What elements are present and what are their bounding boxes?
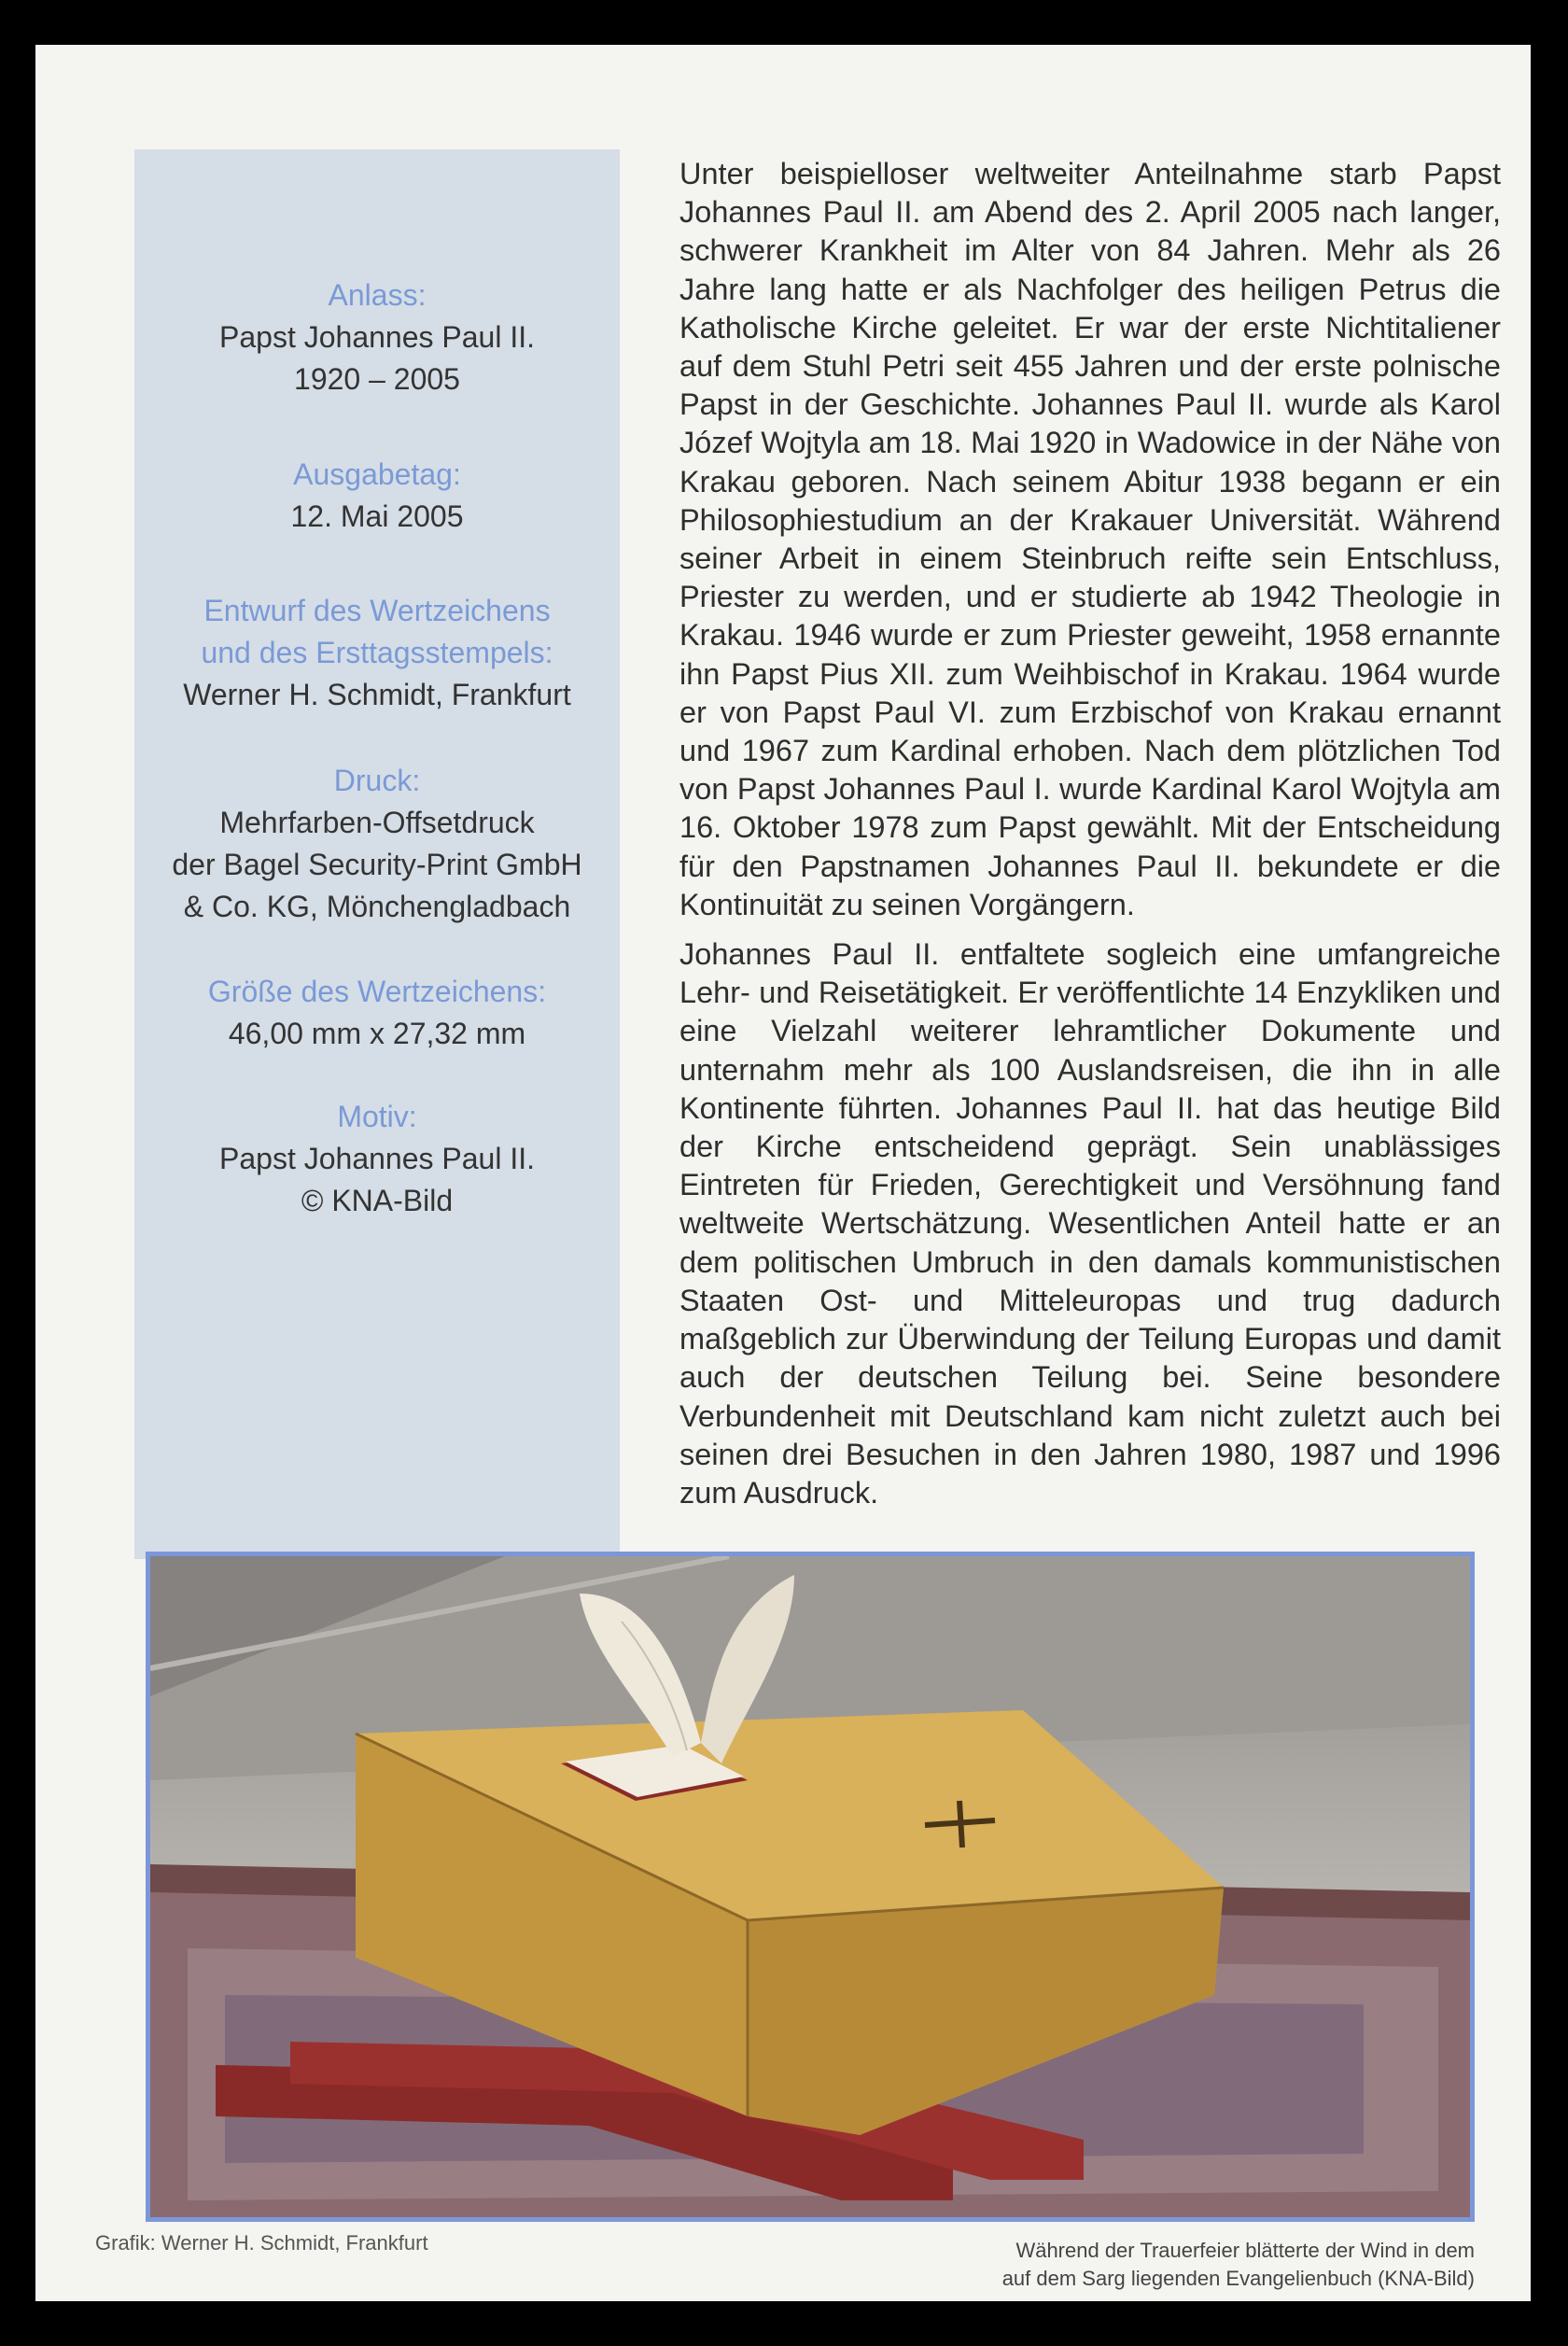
anlass-value-line: Papst Johannes Paul II. <box>219 320 535 354</box>
article-body <box>679 155 1501 1524</box>
motiv-section <box>134 1096 620 1222</box>
druck-section <box>134 760 620 928</box>
motiv-value-line: © KNA-Bild <box>301 1184 454 1217</box>
ausgabetag-value: 12. Mai 2005 <box>290 499 464 533</box>
coffin-photo <box>150 1556 1470 2217</box>
ausgabetag-label: Ausgabetag: <box>293 457 461 491</box>
groesse-label: Größe des Wertzeichens: <box>207 975 547 1008</box>
druck-value-line: Mehrfarben-Offsetdruck <box>219 806 535 839</box>
groesse-value: 46,00 mm x 27,32 mm <box>228 1017 526 1050</box>
druck-value-line: & Co. KG, Mönchengladbach <box>183 890 571 923</box>
ausgabetag-section <box>134 454 620 538</box>
caption-line: auf dem Sarg liegenden Evangelienbuch (KNA-Bild) <box>1001 2267 1475 2290</box>
document-page <box>35 45 1531 2301</box>
motiv-label: Motiv: <box>337 1100 417 1133</box>
druck-value-line: der Bagel Security-Print GmbH <box>172 848 582 881</box>
photo-caption <box>896 2237 1475 2293</box>
coffin-illustration <box>150 1556 1470 2217</box>
entwurf-section <box>134 590 620 716</box>
anlass-label: Anlass: <box>328 278 427 312</box>
anlass-value-line: 1920 – 2005 <box>294 362 460 396</box>
motiv-value-line: Papst Johannes Paul II. <box>219 1142 535 1175</box>
groesse-section <box>134 971 620 1055</box>
caption-line: Während der Trauerfeier blätterte der Wind in dem <box>1015 2239 1475 2262</box>
photo-frame <box>146 1552 1475 2222</box>
info-sidebar <box>134 149 620 1559</box>
entwurf-value: Werner H. Schmidt, Frankfurt <box>183 678 571 711</box>
article-paragraph: Johannes Paul II. entfaltete sogleich eine umfangreiche Lehr- und Reisetätigkeit. Er veröffentlichte 14 Enzykliken und eine Vielzahl weiterer lehramtlicher Dokumente und unternahm mehr als 100 Auslandsreisen, die ihn in alle Kontinente führten. Johannes Paul II. hat das heutige Bild der Kirche entscheidend geprägt. Sein unablässiges Eintreten für Frieden, Gerechtigkeit und Versöhnung fand weltweite Wertschätzung. Wesentlichen Anteil hatte er an dem politischen Umbruch in den damals kommunistischen Staaten Ost- und Mitteleuropas und trug dadurch maßgeblich zur Überwindung der Teilung Europas und damit auch der deutschen Teilung bei. Seine besondere Verbundenheit mit Deutschland kam nicht zuletzt auch bei seinen drei Besuchen in den Jahren 1980, 1987 und 1996 zum Ausdruck. <box>679 937 1501 1510</box>
graphic-credit: Grafik: Werner H. Schmidt, Frankfurt <box>95 2231 428 2255</box>
entwurf-label-line: Entwurf des Wertzeichens <box>203 594 551 627</box>
druck-label: Druck: <box>333 764 421 797</box>
entwurf-label-line: und des Ersttagsstempels: <box>201 636 553 669</box>
anlass-section <box>134 274 620 400</box>
article-paragraph: Unter beispielloser weltweiter Anteilnahme starb Papst Johannes Paul II. am Abend des 2. April 2005 nach langer, schwerer Krankheit im Alter von 84 Jahren. Mehr als 26 Jahre lang hatte er als Nachfolger des heiligen Petrus die Katholische Kirche geleitet. Er war der erste Nichtitaliener auf dem Stuhl Petri seit 455 Jahren und der erste polnische Papst in der Geschichte. Johannes Paul II. wurde als Karol Józef Wojtyla am 18. Mai 1920 in Wadowice in der Nähe von Krakau geboren. Nach seinem Abitur 1938 begann er ein Philosophiestudium an der Krakauer Universität. Während seiner Arbeit in einem Steinbruch reifte sein Entschluss, Priester zu werden, und er studierte ab 1942 Theologie in Krakau. 1946 wurde er zum Priester geweiht, 1958 ernannte ihn Papst Pius XII. zum Weihbischof in Krakau. 1964 wurde er von Papst Paul VI. zum Erzbischof von Krakau ernannt und 1967 zum Kardinal erhoben. Nach dem plötzlichen Tod von Papst Johannes Paul I. wurde Kardinal Karol Wojtyla am 16. Oktober 1978 zum Papst gewählt. Mit der Entscheidung für den Papstnamen Johannes Paul II. bekundete er die Kontinuität zu seinen Vorgängern. <box>679 157 1501 921</box>
